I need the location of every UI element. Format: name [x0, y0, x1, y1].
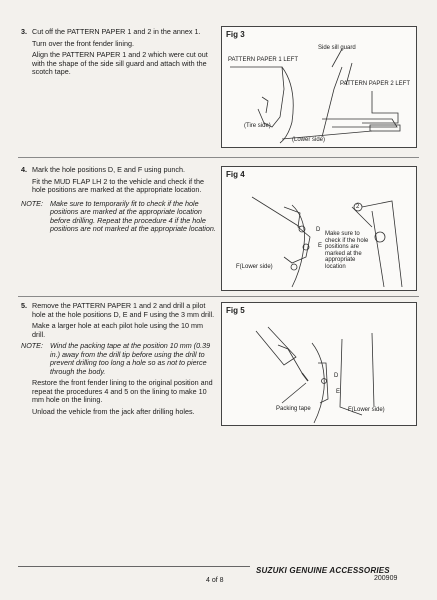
step-3: [21, 27, 216, 80]
fig4-callout: Make sure to check if the hole positions are marked at the appropriate location: [325, 231, 369, 270]
step-5-text-3: Restore the front fender lining to the original position and repeat the procedures 4 and 5 on the lining to make 10 mm hole on the lining.: [32, 378, 213, 404]
fig4-mark-d: D: [316, 227, 321, 233]
fig4-mark-2: 2: [356, 204, 360, 210]
step-4-text-2: Fit the MUD FLAP LH 2 to the vehicle and check if the hole positions are marked at the appropriate location.: [32, 176, 205, 194]
fig5-lower-side-label: F(Lower side): [348, 407, 385, 413]
step-3-number: 3.: [21, 27, 27, 36]
section-divider: [18, 296, 419, 297]
figure-3-title: Fig 3: [226, 30, 245, 39]
figure-3: [221, 26, 417, 148]
step-3-text-3: Align the PATTERN PAPER 1 and 2 which were cut out with the shape of the side sill guard and attach with the scotch tape.: [32, 50, 208, 76]
step-5-text-1: Remove the PATTERN PAPER 1 and 2 and drill a pilot hole at the hole positions D, E and F using the 3 mm drill.: [32, 301, 215, 319]
figure-5-title: Fig 5: [226, 306, 245, 315]
fig5-mark-e: E: [336, 389, 341, 395]
fig5-packing-tape-label: Packing tape: [276, 406, 311, 412]
step-5: [21, 301, 216, 419]
step-4-number: 4.: [21, 165, 27, 174]
fig3-lower-side-label: (Lower side): [292, 137, 326, 143]
footer-rule: [18, 566, 250, 567]
footer-page-number: 4 of 8: [206, 577, 224, 584]
step-3-text-2: Turn over the front fender lining.: [32, 38, 135, 48]
step-5-note-text: Wind the packing tape at the position 10 mm (0.39 in.) away from the drill tip before using the drill to prevent drilling too long a hole so as not to pierce through the body.: [50, 341, 211, 376]
step-4-note-label: NOTE:: [21, 198, 43, 208]
fig5-mark-d: D: [334, 373, 339, 379]
step-5-note: [21, 341, 216, 376]
step-5-text-4: Unload the vehicle from the jack after drilling holes.: [32, 406, 195, 416]
figure-5-drawing: [222, 303, 418, 427]
fig4-lower-side-label: F(Lower side): [236, 264, 273, 270]
fig4-mark-e: E: [318, 243, 323, 249]
footer-brand: SUZUKI GENUINE ACCESSORIES: [256, 566, 390, 575]
step-4-note: [21, 198, 216, 234]
figure-4: [221, 166, 417, 291]
step-4-text-1: Mark the hole positions D, E and F using punch.: [32, 165, 186, 174]
figure-5: [221, 302, 417, 426]
fig3-side-sill-guard-label: Side sill guard: [318, 45, 356, 51]
step-3-text-1: Cut off the PATTERN PAPER 1 and 2 in the annex 1.: [32, 27, 201, 36]
step-5-note-label: NOTE:: [21, 341, 43, 350]
fig3-pattern-paper-1-label: PATTERN PAPER 1 LEFT: [228, 57, 299, 63]
section-divider: [18, 157, 419, 158]
fig3-tire-side-label: (Tire side): [244, 123, 271, 129]
step-5-text-2: Make a larger hole at each pilot hole using the 10 mm drill.: [32, 321, 204, 339]
footer-date: 200909: [374, 575, 398, 582]
fig3-pattern-paper-2-label: PATTERN PAPER 2 LEFT: [340, 81, 411, 87]
step-4-note-text: Make sure to temporarily fit to check if the hole positions are marked at the appropriate location before drilling. Repeat the procedure 4 if the hole positions are not marked at the appropriate location.: [50, 198, 216, 233]
step-5-number: 5.: [21, 301, 27, 310]
step-4: [21, 165, 216, 237]
figure-4-title: Fig 4: [226, 170, 245, 179]
